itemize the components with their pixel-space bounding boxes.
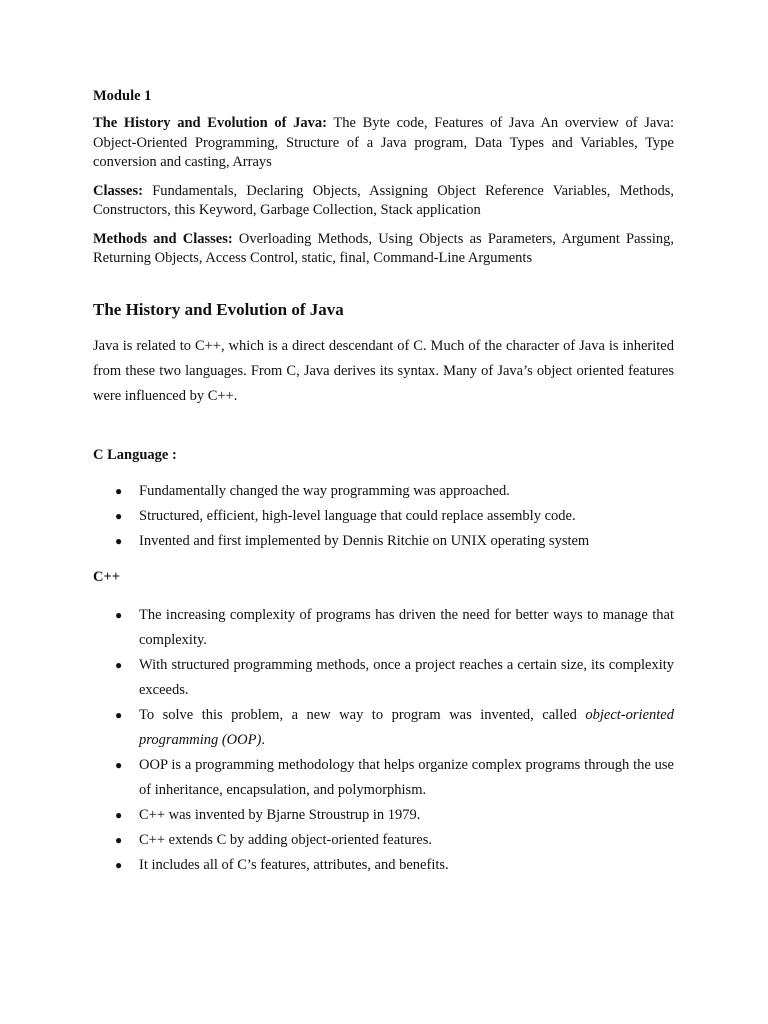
syllabus-classes [93, 182, 674, 221]
bullet-icon: ● [115, 533, 123, 548]
list-item [93, 479, 674, 504]
syllabus-methods [93, 230, 674, 269]
list-item [93, 753, 674, 803]
list-item-text-suffix: . [261, 731, 265, 748]
section-heading: The History and Evolution of Java [93, 299, 344, 319]
list-item-text: Fundamentally changed the way programming was approached. [139, 482, 510, 499]
module-title: Module 1 [93, 88, 152, 104]
list-item-text: With structured programming methods, once a project reaches a certain size, its complexity exceeds. [139, 656, 674, 698]
cpp-heading: C++ [93, 568, 120, 585]
list-item-text: Structured, efficient, high-level language that could replace assembly code. [139, 507, 576, 524]
list-item-text: C++ was invented by Bjarne Stroustrup in 1979. [139, 806, 421, 823]
list-item [93, 853, 674, 878]
list-item [93, 803, 674, 828]
list-item-text: Invented and first implemented by Dennis Ritchie on UNIX operating system [139, 532, 590, 549]
list-item [93, 828, 674, 853]
bullet-icon: ● [115, 707, 123, 722]
bullet-icon: ● [115, 607, 123, 622]
cpp-list [93, 603, 674, 878]
syllabus-classes-label: Classes: [93, 182, 143, 199]
bullet-icon: ● [115, 483, 123, 498]
bullet-icon: ● [115, 807, 123, 822]
syllabus-methods-label: Methods and Classes: [93, 230, 233, 247]
syllabus-history-label: The History and Evolution of Java: [93, 115, 327, 131]
bullet-icon: ● [115, 508, 123, 523]
list-item [93, 504, 674, 529]
oop-emphasis: object-oriented programming (OOP) [139, 706, 674, 748]
syllabus-methods-text: Overloading Methods, Using Objects as Parameters, Argument Passing, Returning Objects, Access Control, static, final, Command-Line Arguments [93, 230, 674, 266]
list-item [93, 703, 674, 753]
list-item [93, 603, 674, 653]
list-item-text-prefix: To solve this problem, a new way to program was invented, called [139, 706, 586, 723]
list-item [93, 653, 674, 703]
list-item-text: The increasing complexity of programs has driven the need for better ways to manage that complexity. [139, 606, 674, 648]
list-item-text: C++ extends C by adding object-oriented features. [139, 831, 432, 848]
document-page [93, 86, 674, 878]
bullet-icon: ● [115, 757, 123, 772]
c-language-heading: C Language : [93, 446, 177, 463]
list-item-text: OOP is a programming methodology that helps organize complex programs through the use of inheritance, encapsulation, and polymorphism. [139, 756, 674, 798]
intro-paragraph: Java is related to C++, which is a direct descendant of C. Much of the character of Java is inherited from these two languages. From C, Java derives its syntax. Many of Java’s object oriented features were influenced by C++. [93, 337, 674, 404]
bullet-icon: ● [115, 832, 123, 847]
c-language-list [93, 479, 674, 554]
list-item-text: It includes all of C’s features, attributes, and benefits. [139, 856, 449, 873]
bullet-icon: ● [115, 657, 123, 672]
syllabus-history [93, 114, 674, 173]
syllabus-history-text: The Byte code, Features of Java An overview of Java: Object-Oriented Programming, Structure of a Java program, Data Types and Variables, Type conversion and casting, Arrays [93, 115, 675, 170]
bullet-icon: ● [115, 857, 123, 872]
syllabus-classes-text: Fundamentals, Declaring Objects, Assigning Object Reference Variables, Methods, Constructors, this Keyword, Garbage Collection, Stack application [93, 182, 674, 218]
list-item [93, 529, 674, 554]
